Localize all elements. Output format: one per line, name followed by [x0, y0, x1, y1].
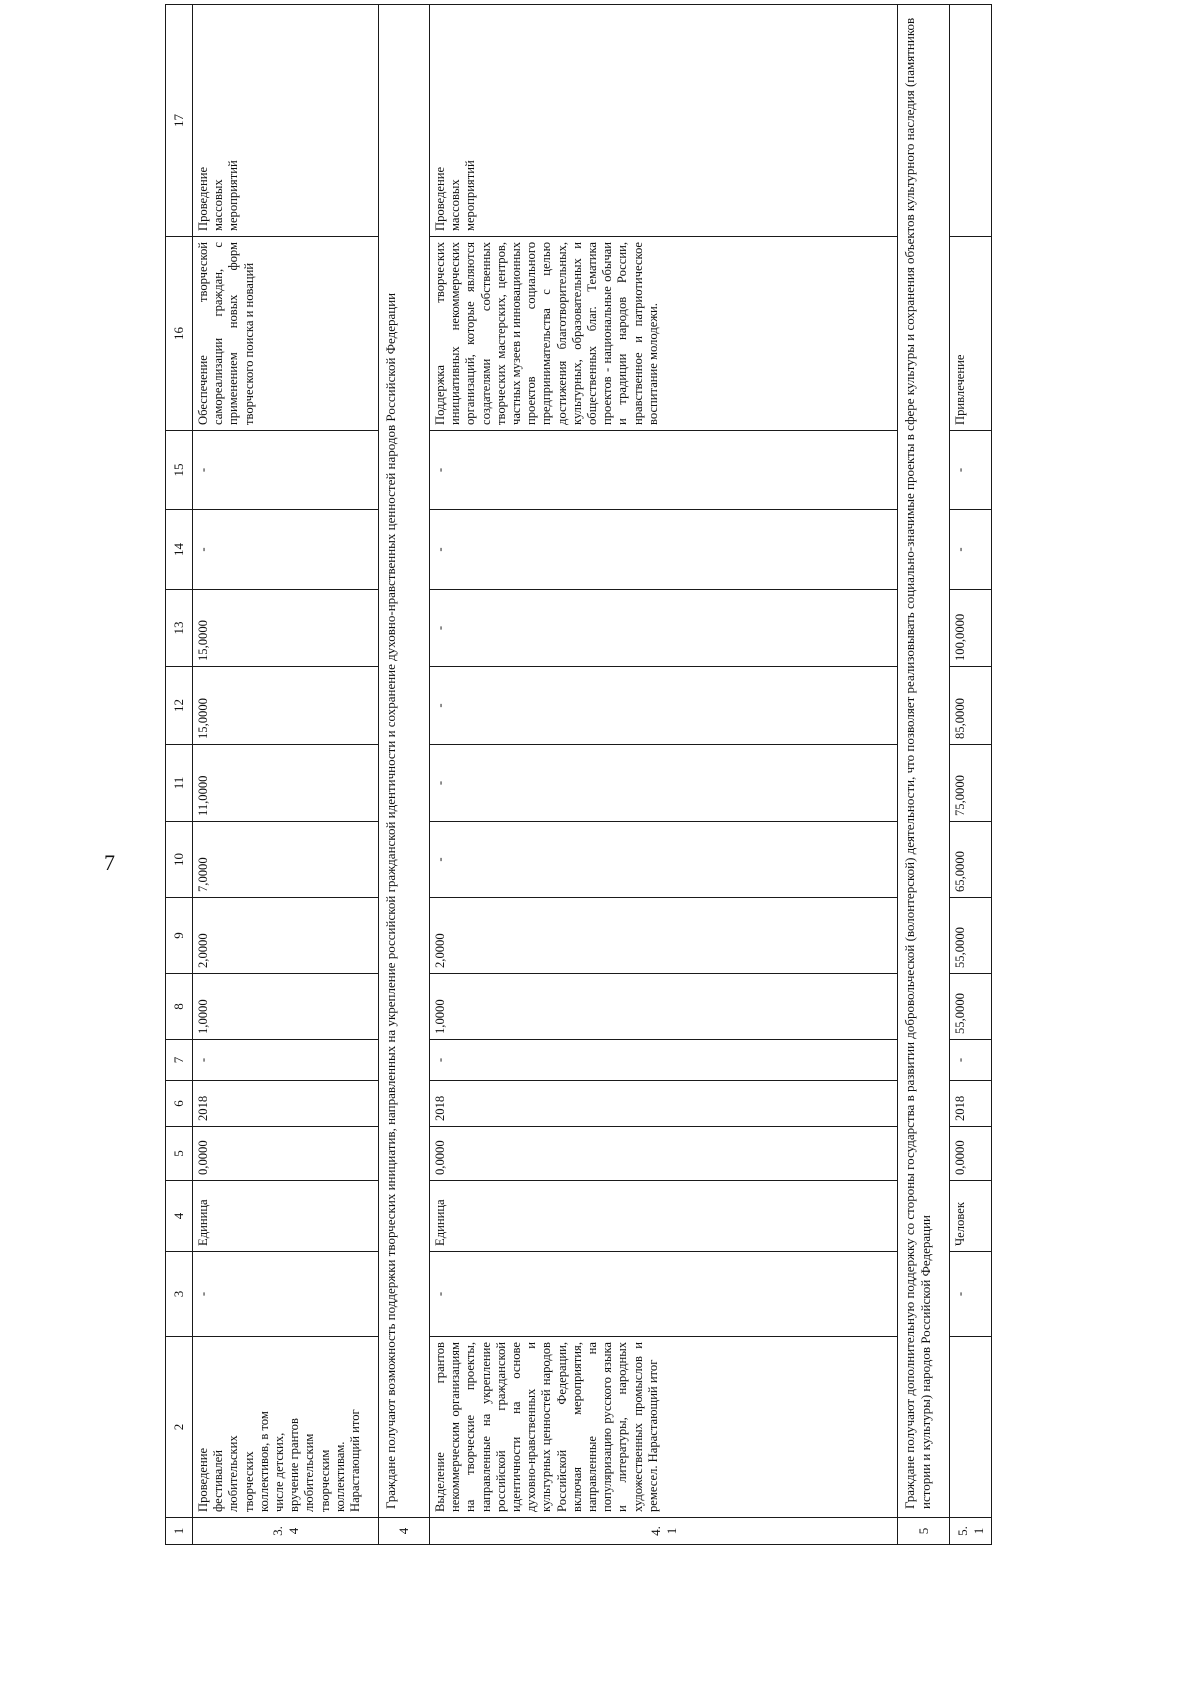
cell-col-8: 1,0000 — [430, 974, 898, 1040]
indicators-table — [165, 4, 992, 1545]
cell-col-16: Обеспечение творческой самореализации граждан, с применением новых форм творческого поиска и новаций — [193, 237, 379, 431]
indicator-name — [950, 1337, 992, 1518]
cell-col-12: 15,0000 — [193, 667, 379, 745]
cell-col-14: - — [950, 510, 992, 590]
col-header: 14 — [166, 510, 193, 590]
base-year-cell: 2018 — [193, 1081, 379, 1127]
col-header: 16 — [166, 237, 193, 431]
cell-col-9: 2,0000 — [430, 898, 898, 974]
base-value-cell: 0,0000 — [430, 1127, 898, 1181]
cell-col-17 — [950, 5, 992, 237]
cell-col-9: 2,0000 — [193, 898, 379, 974]
cell-col-13: 15,0000 — [193, 590, 379, 667]
cell-col-3: - — [193, 1252, 379, 1337]
cell-col-13: - — [430, 590, 898, 667]
col-header: 3 — [166, 1252, 193, 1337]
cell-col-10: 65,0000 — [950, 822, 992, 898]
cell-col-12: 85,0000 — [950, 667, 992, 745]
unit-cell: Единица — [193, 1181, 379, 1252]
indicator-name: Проведение фестивалей любительских творческих коллективов, в том числе детских, вручение грантов любительским творческим коллективам. Нарастающий итог — [193, 1337, 379, 1518]
row-number: 5.1 — [950, 1518, 992, 1545]
table-row-3-4 — [193, 5, 379, 1545]
cell-col-17: Проведение массовых мероприятий — [430, 5, 898, 237]
unit-cell: Единица — [430, 1181, 898, 1252]
section-row-5 — [898, 5, 950, 1545]
col-header: 9 — [166, 898, 193, 974]
cell-col-15: - — [193, 431, 379, 510]
col-header: 12 — [166, 667, 193, 745]
cell-col-10: - — [430, 822, 898, 898]
cell-col-12: - — [430, 667, 898, 745]
cell-col-16: Поддержка творческих инициативных некоммерческих организаций, которые являются создателями собственных творческих мастерских, центров, частных музеев и инновационных проектов социального предпринимательства с целью достижения благотворительных, культурных, образовательных и общественных благ. Тематика проектов - национальные обычаи и традиции народов России, нравственное и патриотическое воспитание молодежи. — [430, 237, 898, 431]
col-header: 8 — [166, 974, 193, 1040]
row-number: 4.1 — [430, 1518, 898, 1545]
col-header: 10 — [166, 822, 193, 898]
cell-col-15: - — [430, 431, 898, 510]
section-title: Граждане получают возможность поддержки творческих инициатив, направленных на укрепление российской гражданской идентичности и сохранение духовно-нравственных ценностей народов Российской Федерации — [379, 5, 430, 1518]
col-header: 4 — [166, 1181, 193, 1252]
cell-col-3: - — [430, 1252, 898, 1337]
cell-col-17: Проведение массовых мероприятий — [193, 5, 379, 237]
base-value-cell: 0,0000 — [193, 1127, 379, 1181]
cell-col-14: - — [193, 510, 379, 590]
col-header: 17 — [166, 5, 193, 237]
col-header: 1 — [166, 1518, 193, 1545]
base-year-cell: 2018 — [950, 1081, 992, 1127]
cell-col-3: - — [950, 1252, 992, 1337]
col-header: 13 — [166, 590, 193, 667]
cell-col-16: Привлечение — [950, 237, 992, 431]
table-row-4-1 — [430, 5, 898, 1545]
base-value-cell: 0,0000 — [950, 1127, 992, 1181]
cell-col-8: 1,0000 — [193, 974, 379, 1040]
cell-col-13: 100,0000 — [950, 590, 992, 667]
table-row-5-1 — [950, 5, 992, 1545]
cell-col-11: 11,0000 — [193, 745, 379, 822]
cell-col-7: - — [430, 1040, 898, 1081]
col-header: 7 — [166, 1040, 193, 1081]
section-row-4 — [379, 5, 430, 1545]
cell-col-10: 7,0000 — [193, 822, 379, 898]
col-header: 6 — [166, 1081, 193, 1127]
header-row — [166, 5, 193, 1545]
cell-col-9: 55,0000 — [950, 898, 992, 974]
base-year-cell: 2018 — [430, 1081, 898, 1127]
row-number: 4 — [379, 1518, 430, 1545]
col-header: 11 — [166, 745, 193, 822]
indicator-name: Выделение грантов некоммерческим организациям на творческие проекты, направленные на укрепление российской гражданской идентичности на основе духовно-нравственных и культурных ценностей народов Российской Федерации, включая мероприятия, направленные на популяризацию русского языка и литературы, народных художественных промыслов и ремесел. Нарастающий итог — [430, 1337, 898, 1518]
cell-col-11: - — [430, 745, 898, 822]
col-header: 15 — [166, 431, 193, 510]
rotated-page-content — [165, 5, 1070, 1545]
cell-col-15: - — [950, 431, 992, 510]
cell-col-7: - — [950, 1040, 992, 1081]
unit-cell: Человек — [950, 1181, 992, 1252]
col-header: 2 — [166, 1337, 193, 1518]
cell-col-8: 55,0000 — [950, 974, 992, 1040]
row-number: 3.4 — [193, 1518, 379, 1545]
cell-col-11: 75,0000 — [950, 745, 992, 822]
section-title: Граждане получают дополнительную поддержку со стороны государства в развитии добровольческой (волонтерской) деятельности, что позволяет реализовывать социально-значимые проекты в сфере культуры и сохранения объектов культурного наследия (памятников истории и культуры) народов Российской Федерации — [898, 5, 950, 1518]
page-number: 7 — [104, 850, 115, 875]
cell-col-7: - — [193, 1040, 379, 1081]
cell-col-14: - — [430, 510, 898, 590]
row-number: 5 — [898, 1518, 950, 1545]
col-header: 5 — [166, 1127, 193, 1181]
